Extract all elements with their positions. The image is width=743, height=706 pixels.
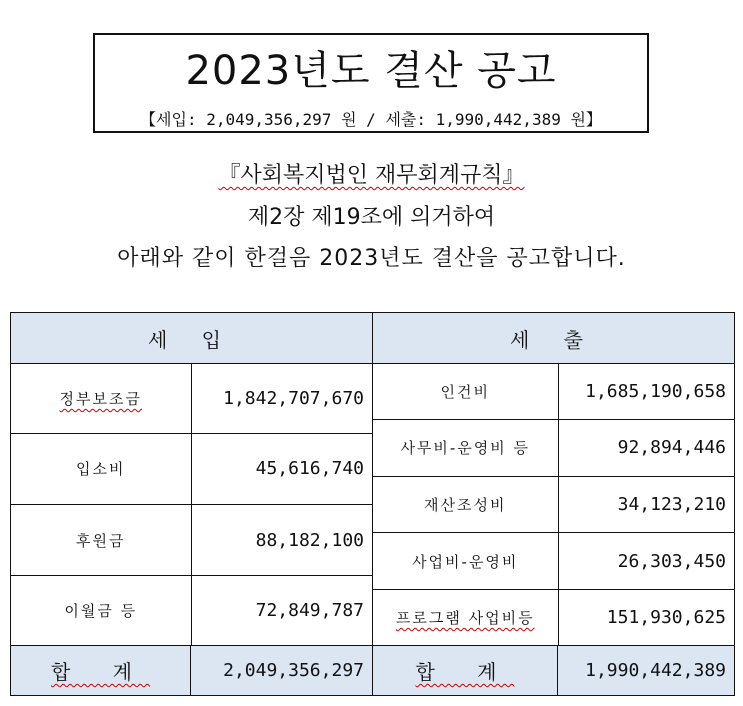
settlement-table: [10, 312, 735, 696]
income-section: [11, 364, 373, 646]
income-label: 후원금: [11, 504, 191, 575]
expense-label: 사업비-운영비: [373, 533, 558, 590]
expense-value: 26,303,450: [558, 533, 734, 590]
page-title: 2023년도 결산 공고: [185, 48, 557, 94]
expense-value: 34,123,210: [558, 476, 734, 533]
income-total-label: 합 계: [11, 646, 191, 696]
table-row: [373, 364, 734, 419]
table-row: [373, 590, 734, 645]
table-row: [11, 364, 372, 433]
expense-header: 세 출: [373, 313, 735, 364]
expense-total-value: 1,990,442,389: [558, 646, 735, 696]
income-label: 입소비: [11, 433, 191, 504]
income-total-value: 2,049,356,297: [191, 646, 373, 696]
expense-total-label: 합 계: [373, 646, 558, 696]
expense-label: 사무비-운영비 등: [373, 419, 558, 476]
income-label: 이월금 등: [11, 576, 191, 645]
intro-line-3: 아래와 같이 한걸음 2023년도 결산을 공고합니다.: [117, 246, 626, 271]
income-value: 88,182,100: [191, 504, 372, 575]
income-value: 1,842,707,670: [191, 364, 372, 433]
expense-value: 151,930,625: [606, 607, 726, 629]
summary-subtitle: 【세입: 2,049,356,297 원 / 세출: 1,990,442,389 원】: [140, 110, 602, 129]
table-row: [373, 533, 734, 590]
table-row: [11, 504, 372, 575]
table-row: [11, 433, 372, 504]
expense-label: 프로그램 사업비등: [373, 590, 558, 645]
income-header: 세 입: [11, 313, 373, 364]
expense-value: 92,894,446: [558, 419, 734, 476]
expense-label: 재산조성비: [373, 476, 558, 533]
title-box: [93, 33, 649, 133]
table-row: [373, 419, 734, 476]
expense-value: 1,685,190,658: [558, 364, 734, 419]
expense-section: [373, 364, 735, 646]
table-row: [373, 476, 734, 533]
intro-line-2: 제2장 제19조에 의거하여: [247, 205, 496, 230]
expense-label: 인건비: [373, 364, 558, 419]
income-value: 45,616,740: [191, 433, 372, 504]
intro-line-1: 『사회복지법인 재무회계규칙』: [218, 163, 525, 188]
total-row: [11, 646, 735, 696]
table-row: [11, 576, 372, 645]
income-value: 72,849,787: [255, 600, 364, 622]
income-label: 정부보조금: [11, 364, 191, 433]
